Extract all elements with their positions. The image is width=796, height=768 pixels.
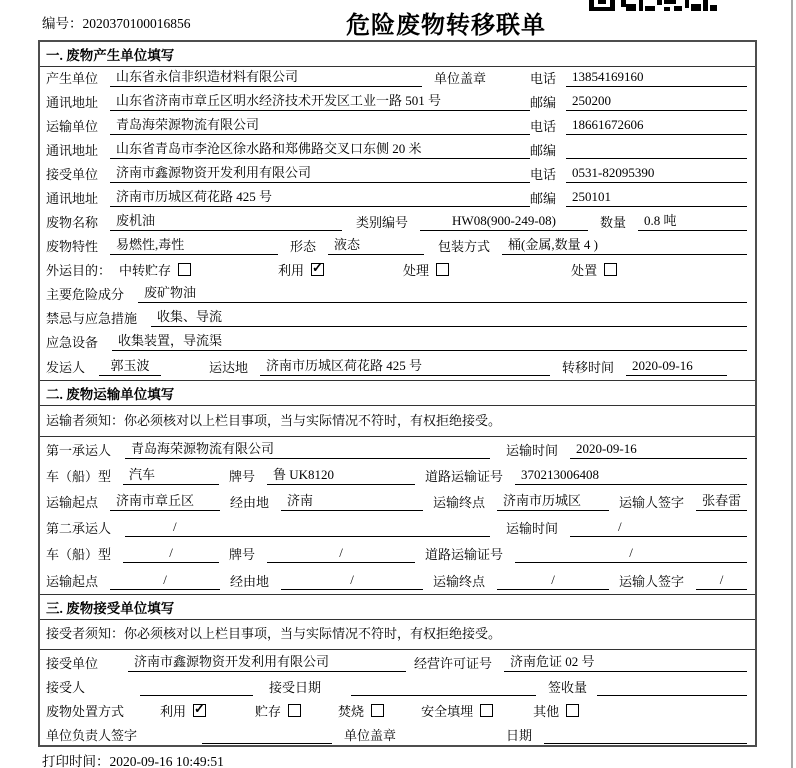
first-vehicle-row bbox=[40, 463, 755, 489]
phone-label: 电话 bbox=[530, 119, 557, 134]
recipient-value bbox=[140, 694, 253, 696]
producer-phone-group bbox=[530, 68, 747, 87]
plate-label: 牌号 bbox=[229, 469, 256, 484]
producer-label: 产生单位 bbox=[46, 71, 99, 86]
responsible-signature-value bbox=[202, 742, 332, 744]
second-via-value: / bbox=[281, 572, 423, 590]
via-label: 经由地 bbox=[230, 574, 270, 589]
recipient-label: 接受人 bbox=[46, 680, 86, 695]
purpose-option-dispose bbox=[571, 260, 617, 279]
form-label: 形态 bbox=[290, 239, 317, 254]
section3-header: 三. 废物接受单位填写 bbox=[40, 594, 755, 620]
transfer-purpose-row bbox=[40, 259, 755, 283]
first-route-row bbox=[40, 489, 755, 515]
recipient-row bbox=[40, 676, 755, 700]
emergency-measures-row bbox=[40, 307, 755, 331]
producer-address-row bbox=[40, 91, 755, 115]
disposal-method-row bbox=[40, 700, 755, 724]
second-road-license-value: / bbox=[515, 545, 747, 563]
second-plate-value: / bbox=[267, 545, 415, 563]
receiver-zip-value: 250101 bbox=[566, 189, 747, 207]
waste-character-value: 易燃性,毒性 bbox=[110, 234, 278, 255]
received-quantity-label: 签收量 bbox=[548, 680, 588, 695]
transporter-value: 青岛海荣源物流有限公司 bbox=[110, 114, 530, 135]
utilize-checkbox bbox=[311, 263, 324, 276]
first-plate-value: 鲁 UK8120 bbox=[267, 464, 415, 485]
receiver-notice: 接受者须知：你必须核对以上栏目事项，当与实际情况不符时，有权拒绝接受。 bbox=[40, 620, 755, 650]
accepting-unit-label: 接受单位 bbox=[46, 656, 99, 671]
second-route-row bbox=[40, 567, 755, 594]
address-label: 通讯地址 bbox=[46, 95, 99, 110]
second-transport-time-value: / bbox=[570, 519, 747, 537]
via-label: 经由地 bbox=[230, 495, 270, 510]
first-carrier-value: 青岛海荣源物流有限公司 bbox=[125, 438, 490, 459]
disposal-method-label: 废物处置方式 bbox=[46, 704, 125, 719]
producer-zip-group bbox=[530, 92, 747, 111]
hazard-components-row bbox=[40, 283, 755, 307]
transporter-phone-value: 18661672606 bbox=[566, 117, 747, 135]
accept-date-label: 接受日期 bbox=[269, 680, 322, 695]
disposal-other-checkbox bbox=[566, 704, 579, 717]
second-vehicle-type-value: / bbox=[123, 545, 219, 563]
sign-date-value bbox=[544, 742, 747, 744]
receiver-address-value: 济南市历城区荷花路 425 号 bbox=[110, 186, 530, 207]
accepting-unit-value: 济南市鑫源物资开发利用有限公司 bbox=[128, 651, 406, 672]
disposal-option-landfill bbox=[421, 701, 493, 720]
phone-label: 电话 bbox=[530, 71, 557, 86]
dispose-checkbox bbox=[604, 263, 617, 276]
purpose-option-label: 处置 bbox=[571, 263, 598, 278]
zip-label: 邮编 bbox=[530, 191, 557, 206]
hazard-components-value: 废矿物油 bbox=[138, 282, 747, 303]
emergency-measures-value: 收集、导流 bbox=[151, 306, 747, 327]
receiver-phone-value: 0531-82095390 bbox=[566, 165, 747, 183]
disposal-utilize-checkbox bbox=[193, 704, 206, 717]
print-time-value: 2020-09-16 10:49:51 bbox=[109, 754, 224, 768]
disposal-option-label: 贮存 bbox=[255, 704, 282, 719]
receiver-label: 接受单位 bbox=[46, 167, 99, 182]
purpose-option-utilize bbox=[278, 260, 324, 279]
vehicle-type-label: 车（船）型 bbox=[46, 547, 112, 562]
emergency-equipment-row bbox=[40, 331, 755, 355]
manifest-table bbox=[38, 40, 757, 747]
operating-license-label: 经营许可证号 bbox=[414, 656, 493, 671]
purpose-option-label: 利用 bbox=[278, 263, 305, 278]
producer-zip-value: 250200 bbox=[566, 93, 747, 111]
quantity-value: 0.8 吨 bbox=[638, 210, 747, 231]
waste-character-label: 废物特性 bbox=[46, 239, 99, 254]
first-road-license-value: 370213006408 bbox=[515, 467, 747, 485]
first-origin-value: 济南市章丘区 bbox=[110, 490, 220, 511]
destination-label: 运达地 bbox=[209, 360, 249, 375]
address-label: 通讯地址 bbox=[46, 191, 99, 206]
consignor-label: 发运人 bbox=[46, 360, 86, 375]
producer-phone-value: 13854169160 bbox=[566, 69, 747, 87]
responsible-signature-row bbox=[40, 724, 755, 748]
producer-row bbox=[40, 67, 755, 91]
sign-date-label: 日期 bbox=[506, 728, 533, 743]
operating-license-value: 济南危证 02 号 bbox=[504, 651, 747, 672]
disposal-option-label: 利用 bbox=[160, 704, 187, 719]
receiver-row bbox=[40, 163, 755, 187]
origin-label: 运输起点 bbox=[46, 574, 99, 589]
second-transporter-signature-value: / bbox=[696, 572, 747, 590]
transporter-notice: 运输者须知：你必须核对以上栏目事项，当与实际情况不符时，有权拒绝接受。 bbox=[40, 406, 755, 437]
accepting-unit-row bbox=[40, 650, 755, 676]
destination-value: 济南市历城区荷花路 425 号 bbox=[260, 355, 550, 376]
treat-checkbox bbox=[436, 263, 449, 276]
second-origin-value: / bbox=[110, 572, 220, 590]
accept-date-value bbox=[351, 694, 536, 696]
disposal-option-label: 焚烧 bbox=[338, 704, 365, 719]
transporter-signature-label: 运输人签字 bbox=[619, 495, 685, 510]
producer-value: 山东省永信非织造材料有限公司 bbox=[110, 66, 422, 87]
waste-character-row bbox=[40, 235, 755, 259]
hazard-components-label: 主要危险成分 bbox=[46, 287, 125, 302]
transfer-time-value: 2020-09-16 bbox=[626, 358, 727, 376]
second-carrier-label: 第二承运人 bbox=[46, 521, 112, 536]
emergency-equipment-label: 应急设备 bbox=[46, 335, 99, 350]
first-transport-time-value: 2020-09-16 bbox=[570, 441, 747, 459]
emergency-equipment-value: 收集装置，导流渠 bbox=[112, 330, 747, 351]
purpose-option-label: 中转贮存 bbox=[119, 263, 172, 278]
category-label: 类别编号 bbox=[356, 215, 409, 230]
transporter-phone-group bbox=[530, 116, 747, 135]
disposal-option-other bbox=[533, 701, 579, 720]
address-label: 通讯地址 bbox=[46, 143, 99, 158]
first-terminus-value: 济南市历城区 bbox=[497, 490, 609, 511]
disposal-option-incinerate bbox=[338, 701, 384, 720]
disposal-option-label: 其他 bbox=[533, 704, 560, 719]
second-vehicle-row bbox=[40, 541, 755, 567]
phone-label: 电话 bbox=[530, 167, 557, 182]
second-carrier-row bbox=[40, 515, 755, 541]
first-transporter-signature-value: 张春雷 bbox=[696, 490, 747, 511]
second-carrier-value: / bbox=[125, 519, 490, 537]
receiver-address-row bbox=[40, 187, 755, 211]
terminus-label: 运输终点 bbox=[433, 574, 486, 589]
producer-address-value: 山东省济南市章丘区明水经济技术开发区工业一路 501 号 bbox=[110, 90, 530, 111]
quantity-label: 数量 bbox=[600, 215, 627, 230]
disposal-landfill-checkbox bbox=[480, 704, 493, 717]
waste-name-value: 废机油 bbox=[110, 210, 342, 231]
print-time bbox=[42, 750, 224, 768]
page-title: 危险废物转移联单 bbox=[346, 13, 546, 39]
waste-name-label: 废物名称 bbox=[46, 215, 99, 230]
consignor-row bbox=[40, 355, 755, 380]
received-quantity-value bbox=[597, 694, 747, 696]
purpose-option-transfer-storage bbox=[119, 260, 191, 279]
doc-number-label: 编号： bbox=[42, 16, 83, 31]
qr-code-icon bbox=[589, 0, 717, 16]
vehicle-type-label: 车（船）型 bbox=[46, 469, 112, 484]
responsible-signature-label: 单位负责人签字 bbox=[46, 728, 138, 743]
emergency-measures-label: 禁忌与应急措施 bbox=[46, 311, 138, 326]
transfer-time-label: 转移时间 bbox=[562, 360, 615, 375]
page-right-edge bbox=[791, 0, 793, 768]
transporter-zip-group bbox=[530, 140, 747, 159]
second-terminus-value: / bbox=[497, 572, 609, 590]
disposal-storage-checkbox bbox=[288, 704, 301, 717]
plate-label: 牌号 bbox=[229, 547, 256, 562]
zip-label: 邮编 bbox=[530, 95, 557, 110]
first-via-value: 济南 bbox=[281, 490, 423, 511]
disposal-option-storage bbox=[255, 701, 301, 720]
transporter-signature-label: 运输人签字 bbox=[619, 574, 685, 589]
first-vehicle-type-value: 汽车 bbox=[123, 464, 219, 485]
purpose-option-label: 处理 bbox=[403, 263, 430, 278]
transporter-address-value: 山东省青岛市李沧区徐水路和郑佛路交叉口东侧 20 米 bbox=[110, 138, 530, 159]
origin-label: 运输起点 bbox=[46, 495, 99, 510]
purpose-option-treat bbox=[403, 260, 449, 279]
receiver-zip-group bbox=[530, 188, 747, 207]
section2-header: 二. 废物运输单位填写 bbox=[40, 380, 755, 406]
form-value: 液态 bbox=[328, 234, 424, 255]
transfer-storage-checkbox bbox=[178, 263, 191, 276]
terminus-label: 运输终点 bbox=[433, 495, 486, 510]
transporter-label: 运输单位 bbox=[46, 119, 99, 134]
transfer-purpose-label: 外运目的： bbox=[46, 263, 112, 278]
receiver-value: 济南市鑫源物资开发利用有限公司 bbox=[110, 162, 530, 183]
section1-header: 一. 废物产生单位填写 bbox=[40, 42, 755, 67]
first-carrier-label: 第一承运人 bbox=[46, 443, 112, 458]
transport-time-label: 运输时间 bbox=[506, 521, 559, 536]
transporter-zip-value bbox=[566, 157, 747, 159]
disposal-incinerate-checkbox bbox=[371, 704, 384, 717]
consignor-value: 郭玉波 bbox=[99, 355, 161, 376]
packing-label: 包装方式 bbox=[438, 239, 491, 254]
category-value: HW08(900-249-08) bbox=[420, 213, 588, 231]
transporter-row bbox=[40, 115, 755, 139]
disposal-option-utilize bbox=[160, 701, 206, 720]
road-license-label: 道路运输证号 bbox=[425, 469, 504, 484]
transporter-address-row bbox=[40, 139, 755, 163]
disposal-option-label: 安全填埋 bbox=[421, 704, 474, 719]
unit-seal-label: 单位盖章 bbox=[344, 728, 397, 743]
transport-time-label: 运输时间 bbox=[506, 443, 559, 458]
receiver-phone-group bbox=[530, 164, 747, 183]
zip-label: 邮编 bbox=[530, 143, 557, 158]
packing-value: 桶(金属,数量 4 ) bbox=[502, 234, 747, 255]
doc-number-value: 2020370100016856 bbox=[82, 16, 191, 31]
road-license-label: 道路运输证号 bbox=[425, 547, 504, 562]
first-carrier-row bbox=[40, 437, 755, 463]
unit-seal-label: 单位盖章 bbox=[434, 71, 487, 86]
waste-name-row bbox=[40, 211, 755, 235]
print-time-label: 打印时间： bbox=[42, 754, 110, 768]
